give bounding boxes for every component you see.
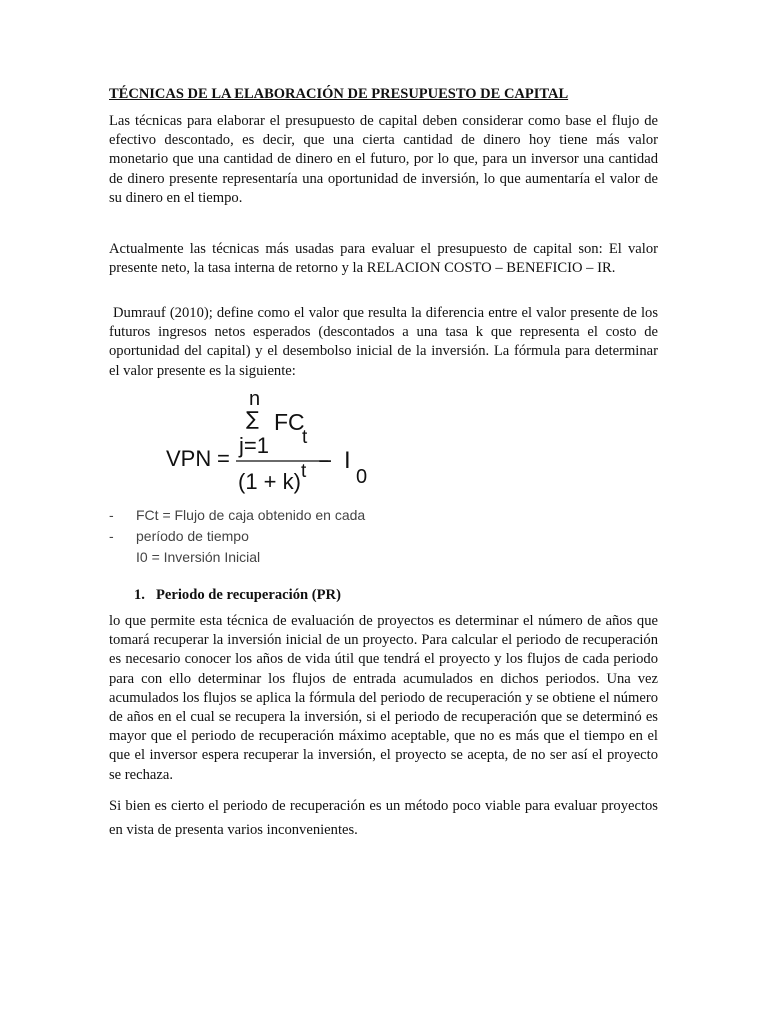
definition-marker: - [109, 528, 114, 544]
section-heading-number: 1. [134, 587, 145, 603]
formula-numerator-term: FC [274, 409, 305, 435]
section-heading [134, 585, 341, 605]
formula-investment: I [344, 447, 351, 474]
paragraph-closing: Si bien es cierto el periodo de recuperación es un método poco viable para evaluar proyectos en vista de presenta varios inconvenientes. [109, 798, 658, 838]
formula-equals: = [217, 446, 230, 471]
formula-lhs: VPN [166, 446, 212, 471]
paragraph-techniques: Actualmente las técnicas más usadas para evaluar el presupuesto de capital son: El valor presente neto, la tasa interna de retorno y la RELACION COSTO – BENEFICIO – IR. [109, 241, 658, 277]
paragraph-intro: Las técnicas para elaborar el presupuesto de capital deben considerar como base el flujo de efectivo descontado, es decir, que una cierta cantidad de dinero hoy tiene más valor monetario que una cantidad de dinero en el futuro, por lo que, para un inversor una cantidad de dinero presente representaría una oportunidad de inversión, lo que aumentaría el valor de su dinero en el tiempo. [109, 113, 658, 206]
paragraph-dumrauf: Dumrauf (2010); define como el valor que resulta la diferencia entre el valor presente de los futuros ingresos netos esperados (descontados a una tasa k que representa el costo de oportunidad del capital) y el desembolso inicial de la inversión. La fórmula para determinar el valor presente es la siguiente: [109, 305, 658, 379]
formula-sum-symbol: ∑ [246, 408, 259, 430]
formula-numerator-sub: t [302, 427, 308, 448]
formula-denominator: (1 + k) [238, 469, 301, 494]
formula-investment-sub: 0 [356, 466, 368, 488]
definition-text: I0 = Inversión Inicial [136, 549, 261, 565]
paragraph-payback: lo que permite esta técnica de evaluación de proyectos es determinar el número de años que tomará recuperar la inversión inicial de un proyecto. Para calcular el periodo de recuperación es necesario conocer los años de vida útil que tendrá el proyecto y los flujos de cada periodo para con ello determinar los flujos de entrada acumulados en dichos periodos. Una vez acumulados los flujos se aplica la fórmula del periodo de recuperación y se obtiene el número de años en el cual se recupera la inversión, si el periodo de recuperación que se determinó es mayor que el periodo de recuperación máximo aceptable, que no es más que el tiempo en el que el inversor espera recuperar la inversión, el proyecto se acepta, de no ser así el proyecto se rechaza. [109, 613, 658, 783]
formula-denominator-exp: t [301, 461, 307, 482]
definition-text: período de tiempo [136, 528, 249, 544]
formula-sum-lower: j=1 [239, 433, 269, 458]
definition-marker: - [109, 507, 114, 523]
formula-sum-upper: n [249, 388, 261, 410]
document-title: TÉCNICAS DE LA ELABORACIÓN DE PRESUPUESTO DE CAPITAL [109, 86, 569, 102]
section-heading-text: Periodo de recuperación (PR) [156, 587, 341, 603]
formula-minus: − [318, 448, 333, 475]
definition-text: FCt = Flujo de caja obtenido en cada [136, 507, 366, 523]
vpn-formula [164, 385, 404, 505]
